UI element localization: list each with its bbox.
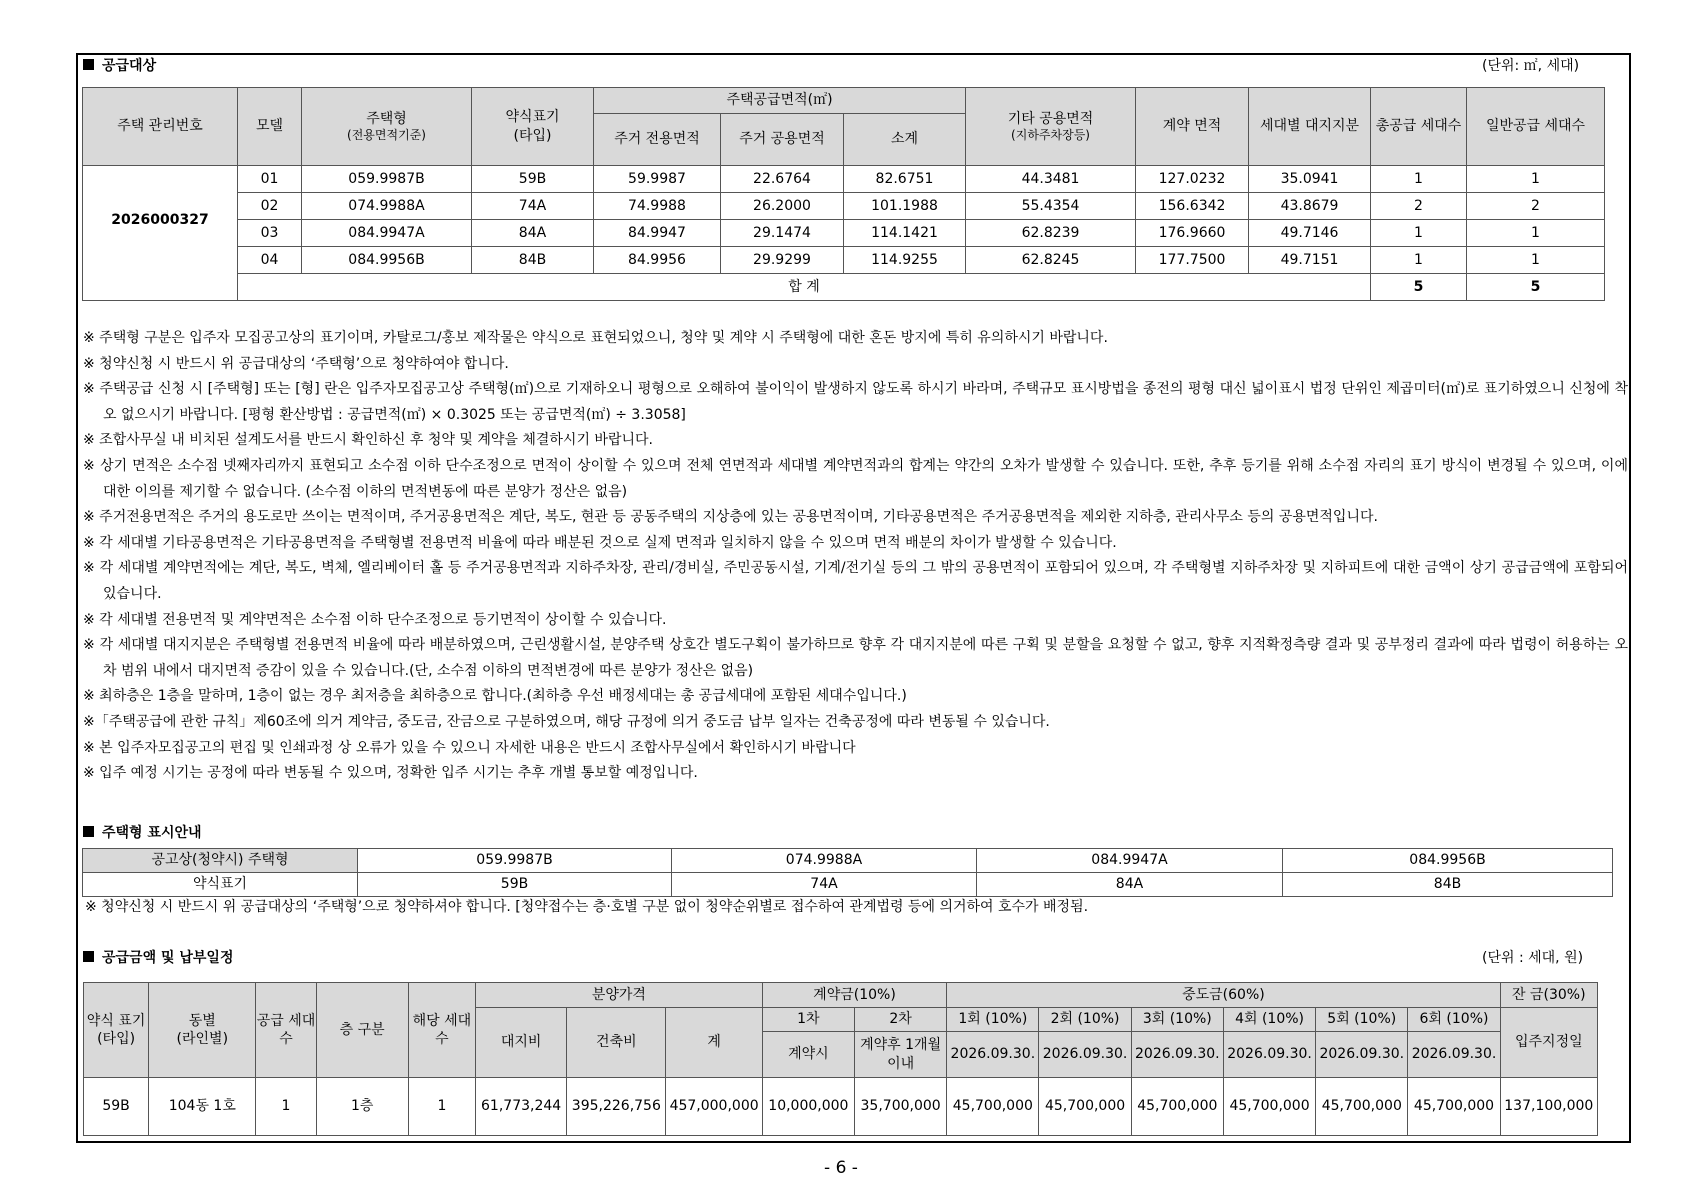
cell-abbr: 84A: [472, 220, 594, 247]
guide-type: 059.9987B: [358, 849, 672, 873]
cell-model: 03: [238, 220, 302, 247]
ph-sum: 계: [666, 1008, 762, 1078]
sum-total: 5: [1371, 274, 1467, 301]
page-number: - 6 -: [824, 1158, 858, 1178]
cell-general: 1: [1467, 247, 1605, 274]
pc-supply: 1: [256, 1078, 316, 1136]
header-exclusive: 주거 전용면적: [594, 114, 721, 166]
header-abbr-text: 약식표기: [505, 109, 560, 126]
section-title-text: 주택형 표시안내: [102, 825, 202, 841]
header-total-supply: 총공급 세대수: [1371, 88, 1467, 166]
cell-exclusive: 74.9988: [594, 193, 721, 220]
pc-mid: 45,700,000: [1223, 1078, 1315, 1136]
ph-mid-date: 2026.09.30.: [1131, 1032, 1223, 1078]
section-title-text: 공급대상: [102, 58, 157, 74]
header-other-common: [966, 88, 1136, 166]
sum-row: [83, 274, 1605, 301]
pc-balance: 137,100,000: [1500, 1078, 1597, 1136]
ph-dong-sub: (라인별): [176, 1031, 229, 1047]
cell-total: 2: [1371, 193, 1467, 220]
cell-land: 49.7151: [1249, 247, 1371, 274]
table-row: [83, 166, 1605, 193]
note-item: ※ 청약신청 시 반드시 위 공급대상의 ‘주택형’으로 청약하여야 합니다.: [83, 355, 509, 372]
header-model: 모델: [238, 88, 302, 166]
guide-abbr: 84B: [1283, 873, 1613, 897]
square-bullet-icon: [83, 59, 94, 70]
guide-abbr: 59B: [358, 873, 672, 897]
pc-mid: 45,700,000: [1408, 1078, 1500, 1136]
ph-mid-date: 2026.09.30.: [1223, 1032, 1315, 1078]
notes-list: [83, 326, 1628, 787]
ph-dep1-when: 계약시: [762, 1032, 854, 1078]
header-common: 주거 공용면적: [721, 114, 844, 166]
pc-mid: 45,700,000: [1316, 1078, 1408, 1136]
table-row: [84, 1078, 1598, 1136]
cell-total: 1: [1371, 220, 1467, 247]
cell-contract: 177.7500: [1136, 247, 1249, 274]
note-item: ※ 주거전용면적은 주거의 용도로만 쓰이는 면적이며, 주거공용면적은 계단, 복도, 현관 등 공동주택의 지상층에 있는 공용면적이며, 기타공용면적은 주거공용면적을 제외한 지하층, 관리사무소 등의 공용면적입니다.: [83, 509, 1378, 526]
ph-dong-text: 동별: [188, 1012, 216, 1029]
note-item: ※「주택공급에 관한 규칙」제60조에 의거 계약금, 중도금, 잔금으로 구분하였으며, 해당 규정에 의거 중도금 납부 일자는 건축공정에 따라 변동될 수 있습니다.: [83, 713, 1050, 730]
type-guide-note: ※ 청약신청 시 반드시 위 공급대상의 ‘주택형’으로 청약하셔야 합니다. [청약접수는 층·호별 구분 없이 청약순위별로 접수하여 관계법령 등에 의거하여 호수가 배정됨.: [85, 899, 1089, 915]
cell-common: 22.6764: [721, 166, 844, 193]
ph-units: 해당 세대수: [408, 983, 475, 1078]
ph-abbr: 약식 표기 (타입): [84, 983, 149, 1078]
pc-sum: 457,000,000: [666, 1078, 762, 1136]
guide-type: 084.9956B: [1283, 849, 1613, 873]
cell-type: 084.9947A: [302, 220, 472, 247]
house-no-cell: 2026000327: [83, 166, 238, 301]
ph-mid-label: 2회 (10%): [1039, 1008, 1131, 1032]
note-item: ※ 주택공급 신청 시 [주택형] 또는 [형] 란은 입주자모집공고상 주택형(㎡)으로 기재하오니 평형으로 오해하여 불이익이 발생하지 않도록 하시기 바라며, 주택규모 표시방법을 종전의 평형 대신 넓이표시 법정 단위인 제곱미터(㎡)로 표기하였으니 신청에 착오 없으시기 바랍니다. [평형 환산방법 : 공급면적(㎡) × 0.3025 또는 공급면적(㎡) ÷ 3.3058]: [83, 381, 1628, 423]
section-title-type-guide: [83, 822, 202, 842]
supply-table: [82, 87, 1605, 301]
header-abbr: [472, 88, 594, 166]
guide-abbr: 84A: [977, 873, 1283, 897]
cell-general: 1: [1467, 166, 1605, 193]
note-item: ※ 각 세대별 기타공용면적은 기타공용면적을 주택형별 전용면적 비율에 따라 배분된 것으로 실제 면적과 일치하지 않을 수 있으며 면적 배분의 차이가 발생할 수 있습니다.: [83, 534, 1117, 551]
square-bullet-icon: [83, 951, 94, 962]
cell-abbr: 84B: [472, 247, 594, 274]
pc-mid: 45,700,000: [1039, 1078, 1131, 1136]
note-item: ※ 각 세대별 계약면적에는 계단, 복도, 벽체, 엘리베이터 홀 등 주거공용면적과 지하주차장, 관리/경비실, 주민공동시설, 기계/전기실 등의 그 밖의 공용면적이 포함되어 있으며, 각 주택형별 지하주차장 및 지하피트에 대한 금액이 상기 공급금액에 포함되어 있습니다.: [83, 560, 1628, 602]
ph-balance-when: 입주지정일: [1500, 1008, 1597, 1078]
cell-subtotal: 114.9255: [844, 247, 966, 274]
pc-mid: 45,700,000: [1131, 1078, 1223, 1136]
cell-general: 2: [1467, 193, 1605, 220]
pc-dong: 104동 1호: [149, 1078, 256, 1136]
cell-model: 04: [238, 247, 302, 274]
pc-dep2: 35,700,000: [854, 1078, 946, 1136]
header-type-sub: (전용면적기준): [347, 127, 426, 142]
sum-general: 5: [1467, 274, 1605, 301]
ph-mid-date: 2026.09.30.: [1039, 1032, 1131, 1078]
cell-common: 29.1474: [721, 220, 844, 247]
table-row: [83, 220, 1605, 247]
cell-abbr: 74A: [472, 193, 594, 220]
cell-contract: 176.9660: [1136, 220, 1249, 247]
sum-label: 합 계: [238, 274, 1371, 301]
cell-land: 35.0941: [1249, 166, 1371, 193]
table-row: [83, 247, 1605, 274]
cell-exclusive: 59.9987: [594, 166, 721, 193]
cell-type: 084.9956B: [302, 247, 472, 274]
ph-mid-date: 2026.09.30.: [1316, 1032, 1408, 1078]
section-title-supply: [83, 55, 156, 75]
section-title-price: [83, 947, 233, 967]
pc-build: 395,226,756: [567, 1078, 666, 1136]
guide-row2-label: 약식표기: [83, 873, 358, 897]
cell-general: 1: [1467, 220, 1605, 247]
ph-land: 대지비: [475, 1008, 566, 1078]
cell-contract: 127.0232: [1136, 166, 1249, 193]
ph-mid-date: 2026.09.30.: [1408, 1032, 1500, 1078]
pc-abbr: 59B: [84, 1078, 149, 1136]
ph-deposit: 계약금(10%): [762, 983, 946, 1008]
cell-other: 62.8239: [966, 220, 1136, 247]
ph-balance: 잔 금(30%): [1500, 983, 1597, 1008]
guide-abbr: 74A: [672, 873, 977, 897]
price-table: [83, 982, 1598, 1136]
ph-supply: 공급 세대수: [256, 983, 316, 1078]
cell-other: 55.4354: [966, 193, 1136, 220]
ph-middle: 중도금(60%): [947, 983, 1500, 1008]
ph-dep2-when: 계약후 1개월 이내: [854, 1032, 946, 1078]
guide-row1-label: 공고상(청약시) 주택형: [83, 849, 358, 873]
header-type: [302, 88, 472, 166]
header-land: 세대별 대지지분: [1249, 88, 1371, 166]
ph-mid-label: 5회 (10%): [1316, 1008, 1408, 1032]
unit-label: (단위: ㎡, 세대): [1482, 58, 1580, 74]
ph-mid-label: 1회 (10%): [947, 1008, 1039, 1032]
header-general-supply: 일반공급 세대수: [1467, 88, 1605, 166]
ph-floor: 층 구분: [316, 983, 408, 1078]
cell-total: 1: [1371, 247, 1467, 274]
ph-mid-label: 6회 (10%): [1408, 1008, 1500, 1032]
cell-type: 059.9987B: [302, 166, 472, 193]
note-item: ※ 최하층은 1층을 말하며, 1층이 없는 경우 최저층을 최하층으로 합니다.(최하층 우선 배정세대는 총 공급세대에 포함된 세대수입니다.): [83, 688, 907, 705]
cell-common: 29.9299: [721, 247, 844, 274]
header-abbr-sub: (타입): [513, 127, 552, 144]
header-other-text: 기타 공용면적: [1007, 110, 1094, 127]
cell-exclusive: 84.9947: [594, 220, 721, 247]
ph-dong: [149, 983, 256, 1078]
pc-floor: 1층: [316, 1078, 408, 1136]
ph-mid-label: 3회 (10%): [1131, 1008, 1223, 1032]
cell-abbr: 59B: [472, 166, 594, 193]
type-guide-table: [82, 848, 1613, 897]
note-item: ※ 조합사무실 내 비치된 설계도서를 반드시 확인하신 후 청약 및 계약을 체결하시기 바랍니다.: [83, 432, 653, 449]
guide-type: 084.9947A: [977, 849, 1283, 873]
cell-subtotal: 114.1421: [844, 220, 966, 247]
note-item: ※ 주택형 구분은 입주자 모집공고상의 표기이며, 카탈로그/홍보 제작물은 약식으로 표현되었으니, 청약 및 계약 시 주택형에 대한 혼돈 방지에 특히 유의하시기 바랍니다.: [83, 330, 1108, 346]
ph-mid-label: 4회 (10%): [1223, 1008, 1315, 1032]
note-item: ※ 입주 예정 시기는 공정에 따라 변동될 수 있으며, 정확한 입주 시기는 추후 개별 통보할 예정입니다.: [83, 765, 698, 782]
pc-units: 1: [408, 1078, 475, 1136]
guide-type: 074.9988A: [672, 849, 977, 873]
table-row: [83, 193, 1605, 220]
cell-other: 62.8245: [966, 247, 1136, 274]
header-type-text: 주택형: [366, 110, 407, 127]
cell-total: 1: [1371, 166, 1467, 193]
cell-model: 01: [238, 166, 302, 193]
header-contract: 계약 면적: [1136, 88, 1249, 166]
pc-land: 61,773,244: [475, 1078, 566, 1136]
cell-contract: 156.6342: [1136, 193, 1249, 220]
ph-mid-date: 2026.09.30.: [947, 1032, 1039, 1078]
ph-dep2: 2차: [854, 1008, 946, 1032]
header-supply-area: 주택공급면적(㎡): [594, 88, 966, 114]
cell-other: 44.3481: [966, 166, 1136, 193]
note-item: ※ 상기 면적은 소수점 넷째자리까지 표현되고 소수점 이하 단수조정으로 면적이 상이할 수 있으며 전체 연면적과 세대별 계약면적과의 합계는 약간의 오차가 발생할 수 있습니다. 또한, 추후 등기를 위해 소수점 자리의 표기 방식이 변경될 수 있으며, 이에 대한 이의를 제기할 수 없습니다. (소수점 이하의 면적변동에 따른 분양가 정산은 없음): [83, 457, 1628, 500]
note-item: ※ 본 입주자모집공고의 편집 및 인쇄과정 상 오류가 있을 수 있으니 자세한 내용은 반드시 조합사무실에서 확인하시기 바랍니다: [83, 739, 856, 756]
cell-common: 26.2000: [721, 193, 844, 220]
cell-subtotal: 82.6751: [844, 166, 966, 193]
cell-subtotal: 101.1988: [844, 193, 966, 220]
ph-build: 건축비: [567, 1008, 666, 1078]
header-house-no: 주택 관리번호: [83, 88, 238, 166]
cell-land: 49.7146: [1249, 220, 1371, 247]
square-bullet-icon: [83, 826, 94, 837]
ph-dep1: 1차: [762, 1008, 854, 1032]
note-item: ※ 각 세대별 대지지분은 주택형별 전용면적 비율에 따라 배분하였으며, 근린생활시설, 분양주택 상호간 별도구획이 불가하므로 향후 각 대지지분에 따른 구획 및 분할을 요청할 수 없고, 향후 지적확정측량 결과 및 공부정리 결과에 따라 법령이 허용하는 오차 범위 내에서 대지면적 증감이 있을 수 있습니다.(단, 소수점 이하의 면적변경에 따른 분양가 정산은 없음): [83, 637, 1628, 679]
ph-price: 분양가격: [475, 983, 762, 1008]
cell-exclusive: 84.9956: [594, 247, 721, 274]
note-item: ※ 각 세대별 전용면적 및 계약면적은 소수점 이하 단수조정으로 등기면적이 상이할 수 있습니다.: [83, 611, 667, 628]
cell-land: 43.8679: [1249, 193, 1371, 220]
cell-model: 02: [238, 193, 302, 220]
header-subtotal: 소계: [844, 114, 966, 166]
pc-dep1: 10,000,000: [762, 1078, 854, 1136]
unit-label-price: (단위 : 세대, 원): [1482, 950, 1584, 966]
header-other-sub: (지하주차장등): [1011, 127, 1090, 142]
section-title-text: 공급금액 및 납부일정: [102, 950, 234, 966]
cell-type: 074.9988A: [302, 193, 472, 220]
pc-mid: 45,700,000: [947, 1078, 1039, 1136]
